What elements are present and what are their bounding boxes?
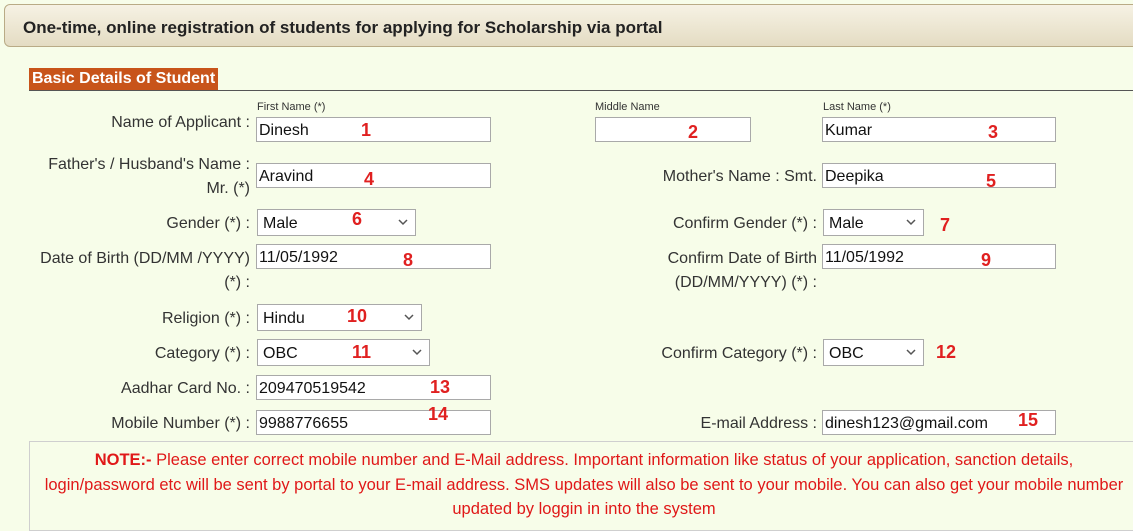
section-title: Basic Details of Student	[29, 68, 218, 90]
gender-label: Gender (*) :	[166, 215, 250, 232]
annotation-1: 1	[361, 120, 372, 140]
father-name-label: Father's / Husband's Name : Mr. (*)	[48, 156, 250, 197]
annotation-13: 13	[430, 377, 451, 397]
chevron-down-icon	[403, 311, 415, 323]
annotation-3: 3	[988, 122, 999, 142]
annotation-4: 4	[364, 169, 375, 189]
annotation-8: 8	[403, 250, 414, 270]
annotation-10: 10	[347, 306, 368, 326]
aadhar-input[interactable]: 209470519542	[256, 375, 491, 400]
annotation-15: 15	[1018, 410, 1039, 430]
mobile-input[interactable]: 9988776655	[256, 410, 491, 435]
email-input[interactable]: dinesh123@gmail.com	[822, 410, 1056, 435]
email-label: E-mail Address :	[700, 415, 817, 432]
mother-name-label: Mother's Name : Smt.	[662, 168, 817, 185]
last-name-label: Last Name (*)	[823, 101, 891, 113]
middle-name-input[interactable]	[595, 117, 751, 142]
religion-value: Hindu	[263, 310, 305, 327]
section-divider	[29, 90, 1133, 91]
confirm-gender-value: Male	[829, 215, 864, 232]
mobile-label: Mobile Number (*) :	[111, 415, 250, 432]
gender-value: Male	[263, 215, 298, 232]
gender-select[interactable]	[257, 209, 416, 236]
confirm-gender-select[interactable]	[823, 209, 924, 236]
father-name-input[interactable]: Aravind	[256, 163, 491, 188]
chevron-down-icon	[905, 216, 917, 228]
applicant-name-label: Name of Applicant :	[111, 114, 250, 131]
annotation-5: 5	[986, 171, 997, 191]
chevron-down-icon	[905, 346, 917, 358]
page-title: One-time, online registration of students for applying for Scholarship via portal	[23, 18, 663, 37]
annotation-6: 6	[352, 209, 363, 229]
page-header	[4, 4, 1133, 47]
confirm-gender-label: Confirm Gender (*) :	[672, 215, 817, 232]
chevron-down-icon	[397, 216, 409, 228]
middle-name-label: Middle Name	[595, 101, 660, 113]
confirm-dob-input[interactable]: 11/05/1992	[822, 244, 1056, 269]
annotation-7: 7	[940, 215, 951, 235]
note-body: Please enter correct mobile number and E-Mail address. Important information like status of your application, sanction details, login/password etc will be sent by portal to your E-mail address. SMS updates will also be sent to your mobile. You can also get your mobile number updated by loggin in into the system	[44, 451, 1124, 518]
aadhar-label: Aadhar Card No. :	[121, 380, 250, 397]
annotation-11: 11	[352, 342, 372, 362]
annotation-9: 9	[981, 250, 992, 270]
first-name-label: First Name (*)	[257, 101, 326, 113]
religion-select[interactable]	[257, 304, 422, 331]
annotation-14: 14	[428, 404, 449, 424]
confirm-category-label: Confirm Category (*) :	[661, 345, 817, 362]
category-select[interactable]	[257, 339, 430, 366]
dob-input[interactable]: 11/05/1992	[256, 244, 491, 269]
religion-label: Religion (*) :	[161, 310, 250, 327]
confirm-category-select[interactable]	[823, 339, 924, 366]
first-name-input[interactable]: Dinesh	[256, 117, 491, 142]
mother-name-input[interactable]: Deepika	[822, 163, 1056, 188]
category-value: OBC	[263, 345, 298, 362]
confirm-dob-label: Confirm Date of Birth (DD/MM/YYYY) (*) :	[667, 250, 817, 291]
annotation-2: 2	[688, 122, 699, 142]
note-text	[44, 448, 1124, 522]
dob-label: Date of Birth (DD/MM /YYYY) (*) :	[40, 250, 250, 291]
chevron-down-icon	[411, 346, 423, 358]
last-name-input[interactable]: Kumar	[822, 117, 1056, 142]
note-prefix: NOTE:-	[94, 451, 152, 469]
annotation-12: 12	[936, 342, 957, 362]
confirm-category-value: OBC	[829, 345, 864, 362]
category-label: Category (*) :	[154, 345, 250, 362]
